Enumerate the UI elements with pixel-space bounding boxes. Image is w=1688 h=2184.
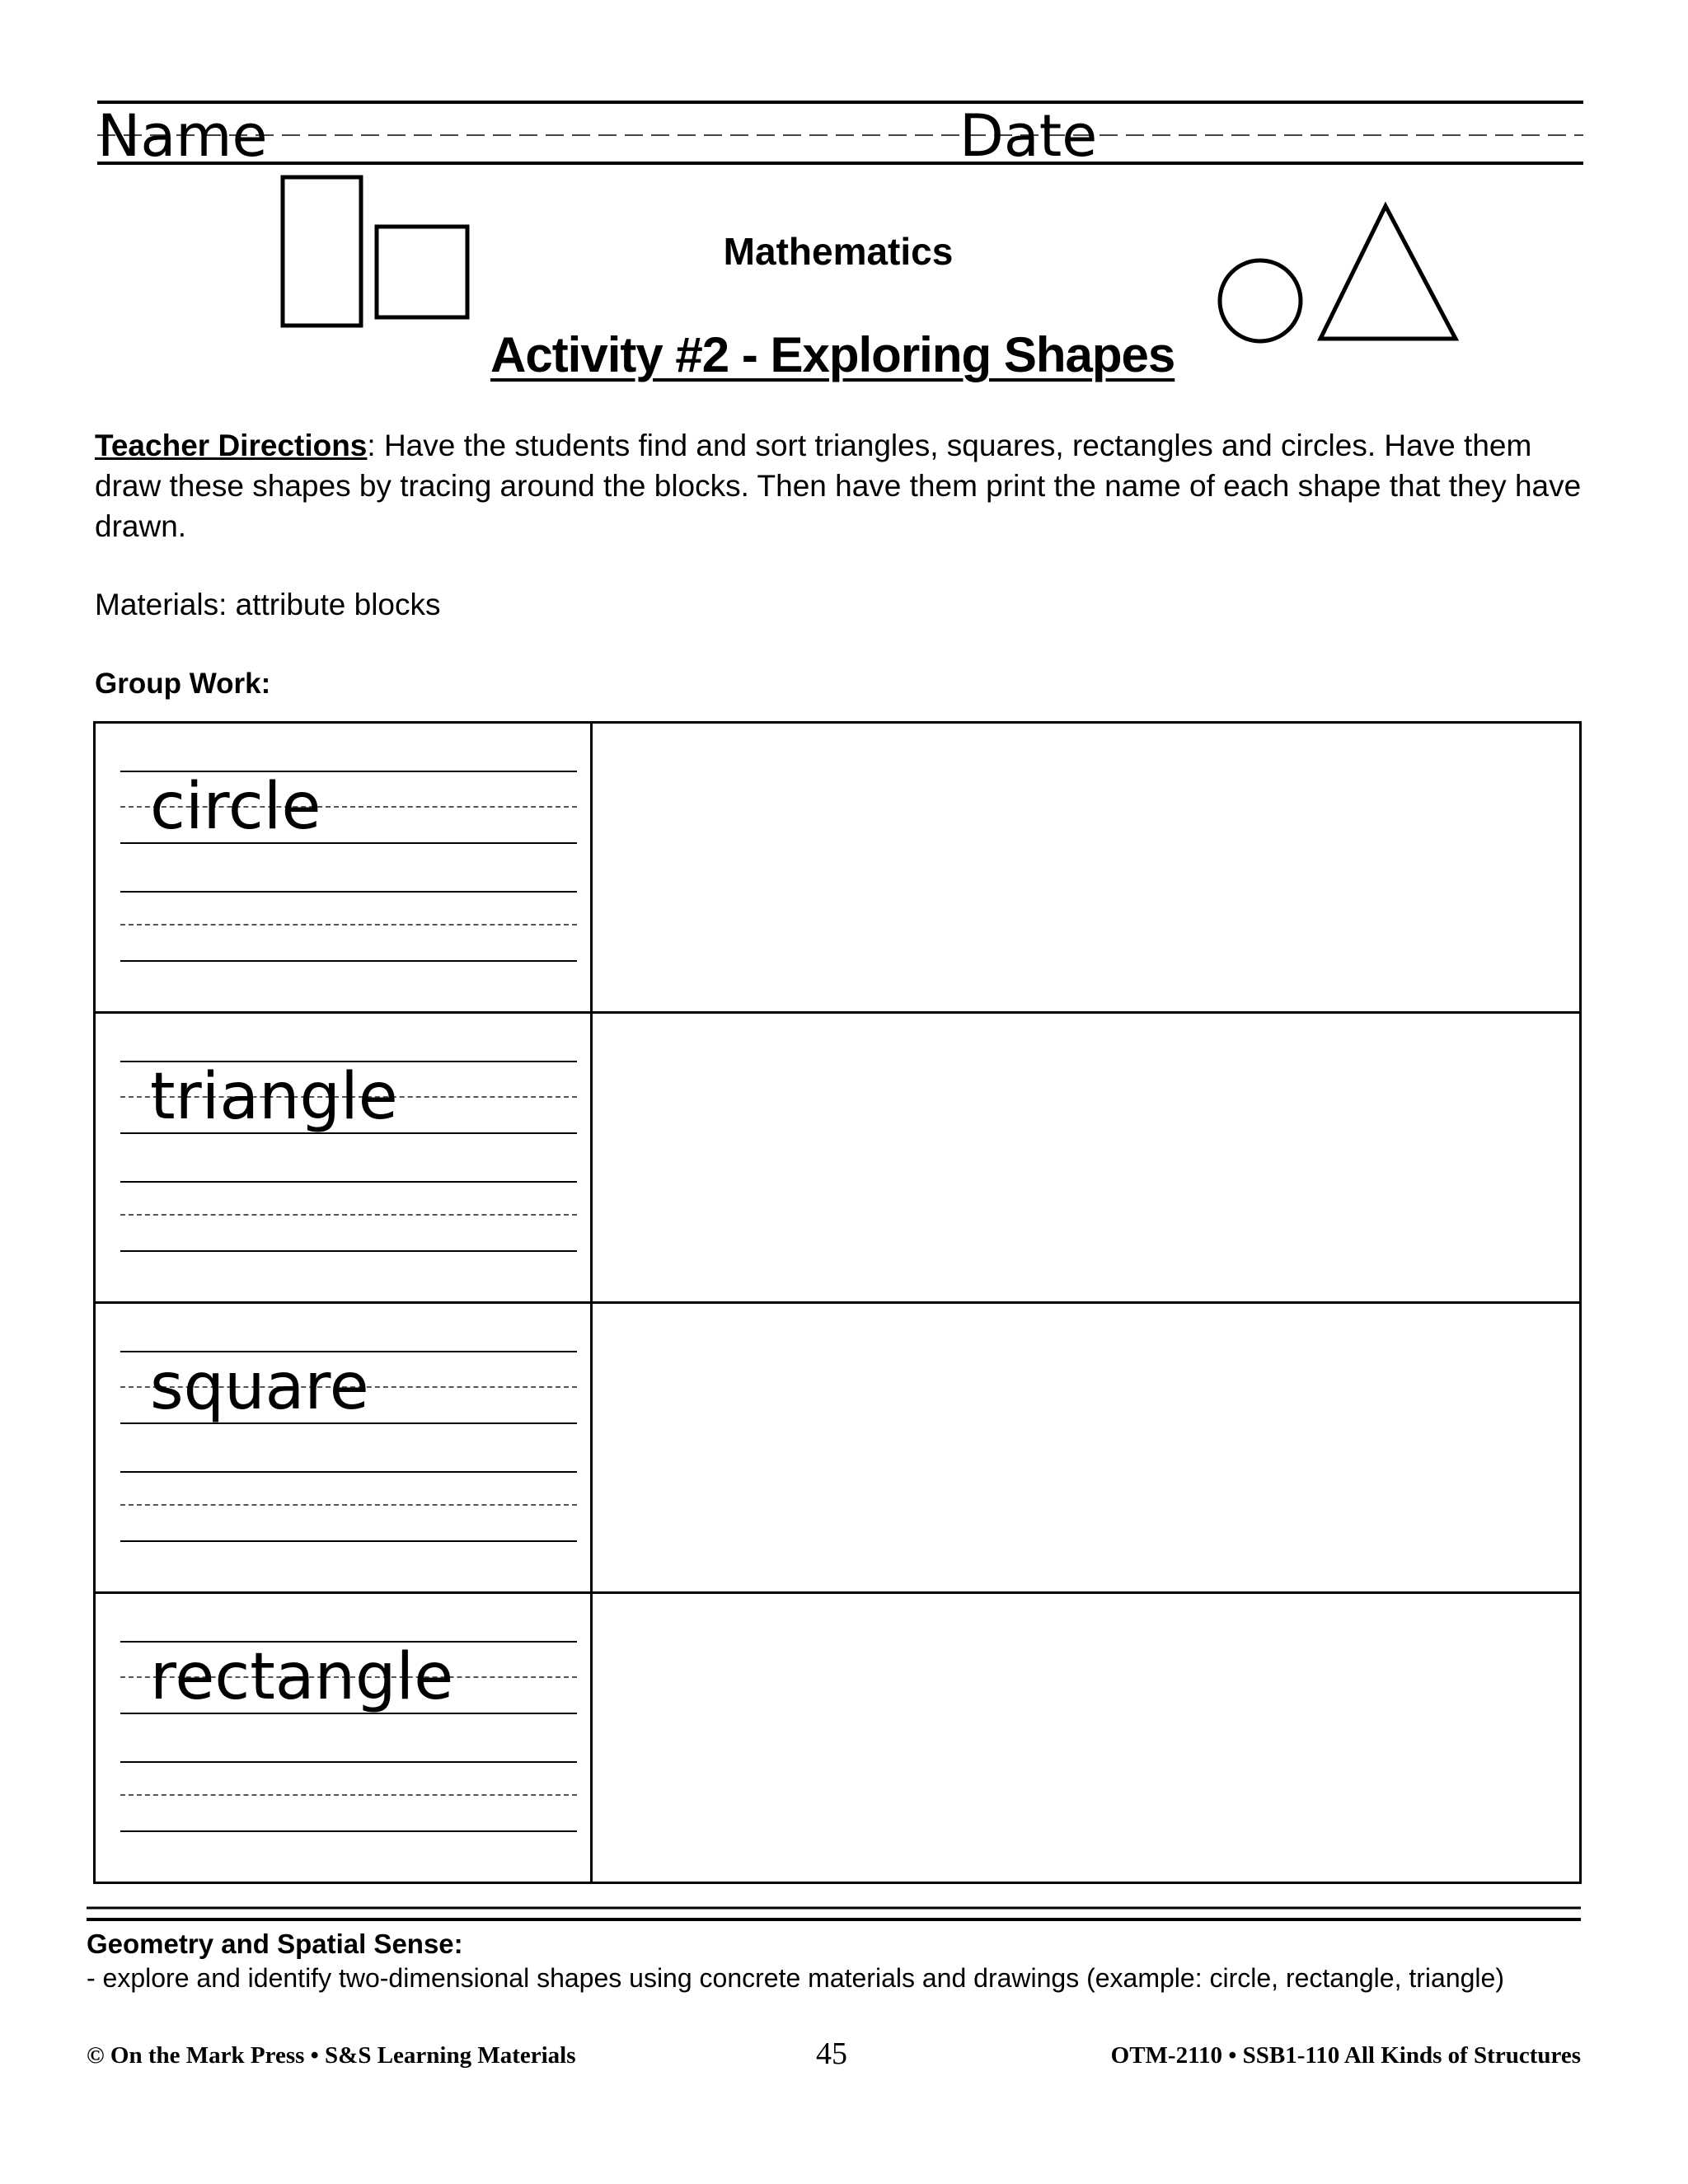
shape-word: rectangle	[150, 1640, 454, 1714]
divider-double-line	[0, 1900, 1688, 1929]
footer-publisher: © On the Mark Press • S&S Learning Materials	[87, 2042, 576, 2069]
name-label: Name	[97, 102, 268, 170]
writing-lines	[120, 724, 577, 1011]
directions-label: Teacher Directions	[95, 429, 368, 462]
writing-lines	[120, 1594, 577, 1882]
materials-text: Materials: attribute blocks	[95, 588, 441, 621]
page-title: Activity #2 - Exploring Shapes	[490, 327, 1175, 382]
table-row	[95, 1303, 1581, 1593]
drawing-area[interactable]	[592, 1303, 1581, 1593]
shape-word: square	[150, 1350, 369, 1424]
writing-lines	[120, 1014, 577, 1301]
word-cell	[95, 1013, 592, 1303]
directions-text: : Have the students find and sort triangles, squares, rectangles and circles. Have them draw these shapes by tracing around the blocks. Then have them print the name of each shape that they have drawn.	[95, 429, 1582, 543]
footer-product-code: OTM-2110 • SSB1-110 All Kinds of Structures	[1110, 2042, 1581, 2069]
shape-table	[93, 721, 1582, 1884]
expectation-heading: Geometry and Spatial Sense:	[87, 1929, 463, 1959]
table-row	[95, 723, 1581, 1013]
table-row	[95, 1593, 1581, 1883]
date-field[interactable]	[1096, 104, 1582, 162]
expectation-text: - explore and identify two-dimensional shapes using concrete materials and drawings (example: circle, rectangle, triangle)	[87, 1963, 1504, 1993]
page-number: 45	[816, 2036, 847, 2071]
group-work-label: Group Work:	[95, 668, 271, 700]
date-label: Date	[959, 102, 1098, 170]
word-cell	[95, 723, 592, 1013]
table-row	[95, 1013, 1581, 1303]
drawing-area[interactable]	[592, 1013, 1581, 1303]
shape-word: circle	[150, 770, 321, 844]
teacher-directions	[95, 425, 1587, 546]
drawing-area[interactable]	[592, 723, 1581, 1013]
name-field[interactable]	[280, 104, 956, 162]
subject-heading: Mathematics	[723, 230, 954, 273]
shape-word: triangle	[150, 1060, 398, 1134]
word-cell	[95, 1303, 592, 1593]
drawing-area[interactable]	[592, 1593, 1581, 1883]
word-cell	[95, 1593, 592, 1883]
writing-lines	[120, 1304, 577, 1591]
